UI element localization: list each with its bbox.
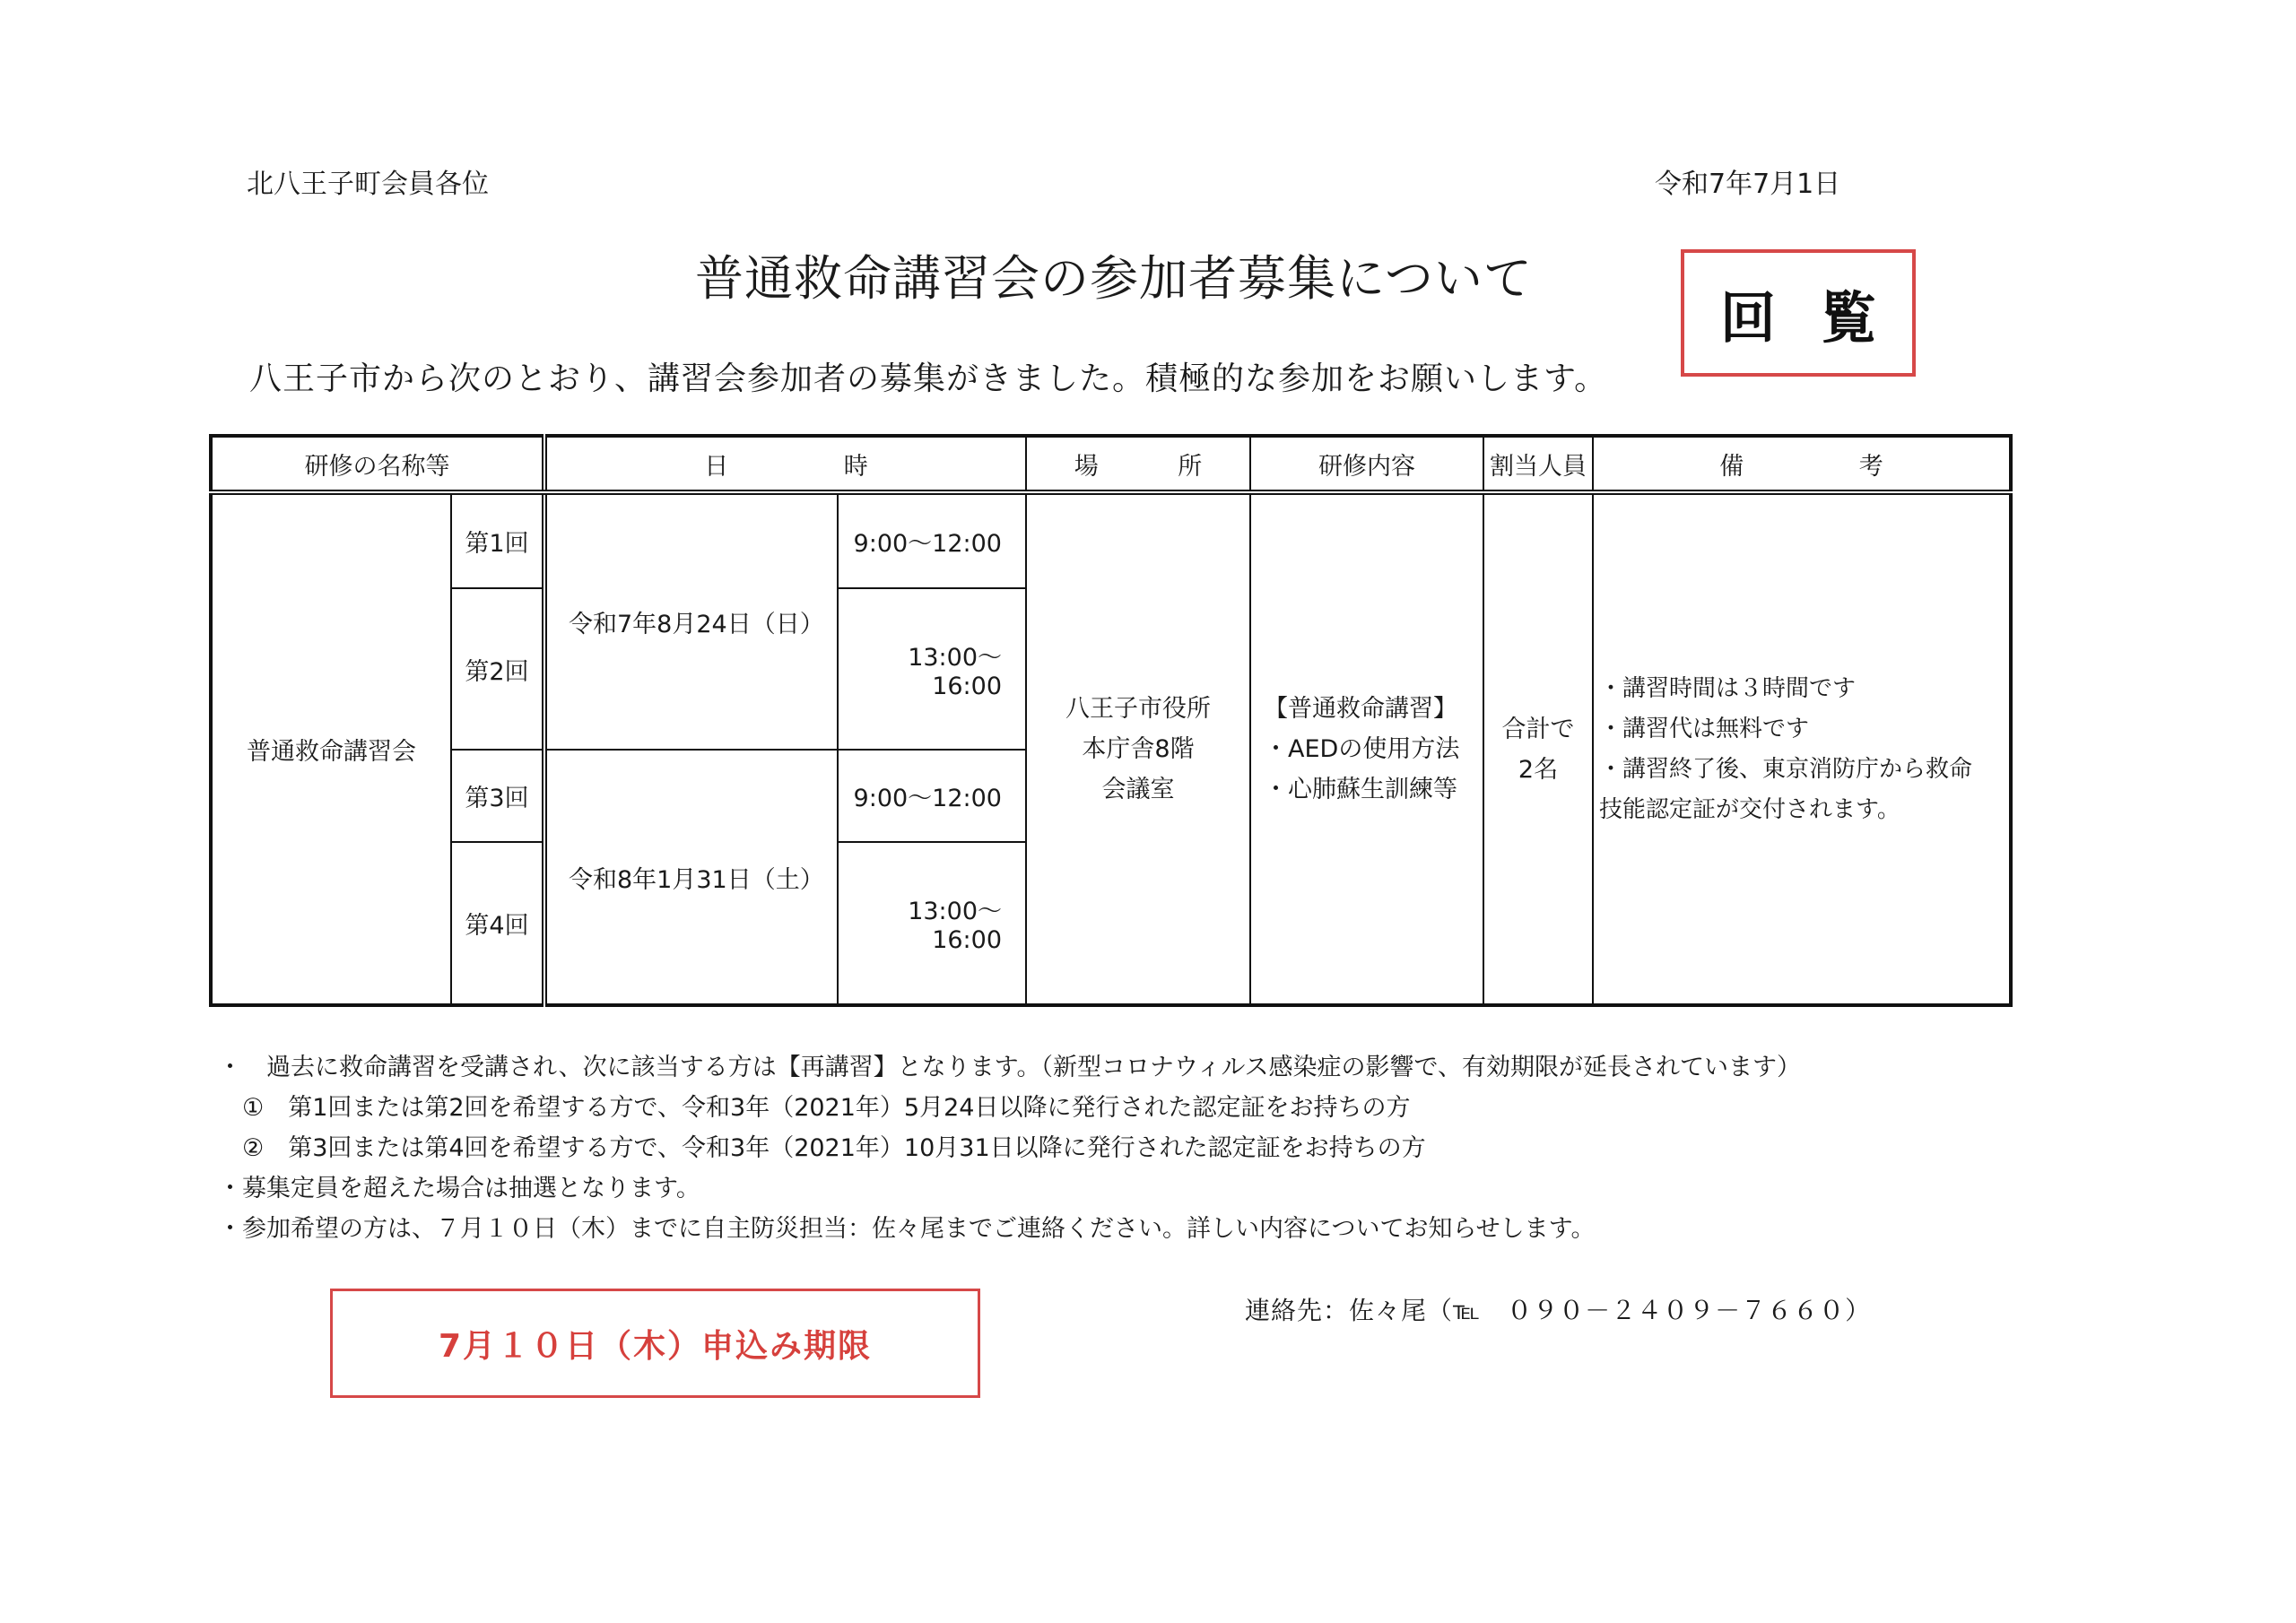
notes-list (218, 1047, 1801, 1249)
header-content: 研修内容 (1250, 436, 1483, 492)
header-place-label: 場 所 (1074, 452, 1239, 481)
remarks-line: ・講習代は無料です (1599, 715, 1810, 742)
session-label: 第2回 (451, 588, 544, 750)
note-item: ・募集定員を超えた場合は抽選となります。 (218, 1175, 700, 1202)
deadline-box: 7月１０日（木）申込み期限 (330, 1289, 980, 1398)
issue-date: 令和7年7月1日 (1655, 169, 1841, 200)
note-item: ① 第1回または第2回を希望する方で、令和3年（2021年）5月24日以降に発行された認定証をお持ちの方 (218, 1094, 1411, 1122)
header-remarks-label: 備 考 (1719, 452, 1937, 481)
remarks-cell (1593, 492, 2011, 1005)
header-name: 研修の名称等 (211, 436, 544, 492)
circulation-stamp: 回覧 (1681, 249, 1916, 377)
session-label: 第3回 (451, 750, 544, 841)
table-row (211, 492, 2011, 588)
remarks-line: ・講習終了後、東京消防庁から救命 (1599, 755, 1973, 783)
session-date (544, 492, 838, 750)
session-date (544, 750, 838, 1005)
place-cell (1026, 492, 1250, 1005)
session-time: 13:00～16:00 (838, 842, 1026, 1005)
session-date-text: 令和8年1月31日（土） (569, 865, 824, 894)
session-time: 13:00～16:00 (838, 588, 1026, 750)
session-time: 9:00～12:00 (838, 492, 1026, 588)
content-line: ・AEDの使用方法 (1264, 735, 1460, 763)
content-line: ・心肺蘇生訓練等 (1264, 776, 1457, 803)
note-item: ② 第3回または第4回を希望する方で、令和3年（2021年）10月31日以降に発行された認定証をお持ちの方 (218, 1134, 1426, 1162)
quota-cell (1483, 492, 1593, 1005)
place-line: 八王子市役所 (1065, 695, 1211, 723)
session-label: 第1回 (451, 492, 544, 588)
remarks-line: ・講習時間は３時間です (1599, 674, 1857, 702)
note-item: ・参加希望の方は、７月１０日（木）までに自主防災担当：佐々尾までご連絡ください。詳しい内容についてお知らせします。 (218, 1215, 1596, 1243)
header-datetime (544, 436, 1026, 492)
session-label: 第4回 (451, 842, 544, 1005)
header-quota: 割当人員 (1483, 436, 1593, 492)
place-line: 本庁舎8階 (1082, 735, 1195, 763)
header-datetime-label: 日 時 (704, 452, 922, 481)
quota-line: 合計で (1501, 715, 1575, 743)
place-line: 会議室 (1101, 776, 1175, 803)
intro-text: 八王子市から次のとおり、講習会参加者の募集がきました。積極的な参加をお願いします。 (249, 360, 1608, 397)
header-place (1026, 436, 1250, 492)
schedule-table (209, 434, 2013, 1007)
course-name: 普通救命講習会 (211, 492, 451, 1005)
table-header-row (211, 436, 2011, 492)
session-time: 9:00～12:00 (838, 750, 1026, 841)
document-title: 普通救命講習会の参加者募集について (695, 250, 1533, 307)
contact-info: 連絡先：佐々尾（℡ ０９０－２４０９－７６６０） (1245, 1296, 1872, 1325)
session-date-text: 令和7年8月24日（日） (569, 611, 824, 639)
content-cell (1250, 492, 1483, 1005)
note-item: ・ 過去に救命講習を受講され、次に該当する方は【再講習】となります。（新型コロナウィルス感染症の影響で、有効期限が延長されています） (218, 1054, 1801, 1081)
content-line: 【普通救命講習】 (1264, 695, 1457, 723)
header-remarks (1593, 436, 2011, 492)
remarks-line: 技能認定証が交付されます。 (1599, 795, 1900, 823)
addressee: 北八王子町会員各位 (247, 169, 489, 200)
quota-line: 2名 (1518, 755, 1559, 784)
